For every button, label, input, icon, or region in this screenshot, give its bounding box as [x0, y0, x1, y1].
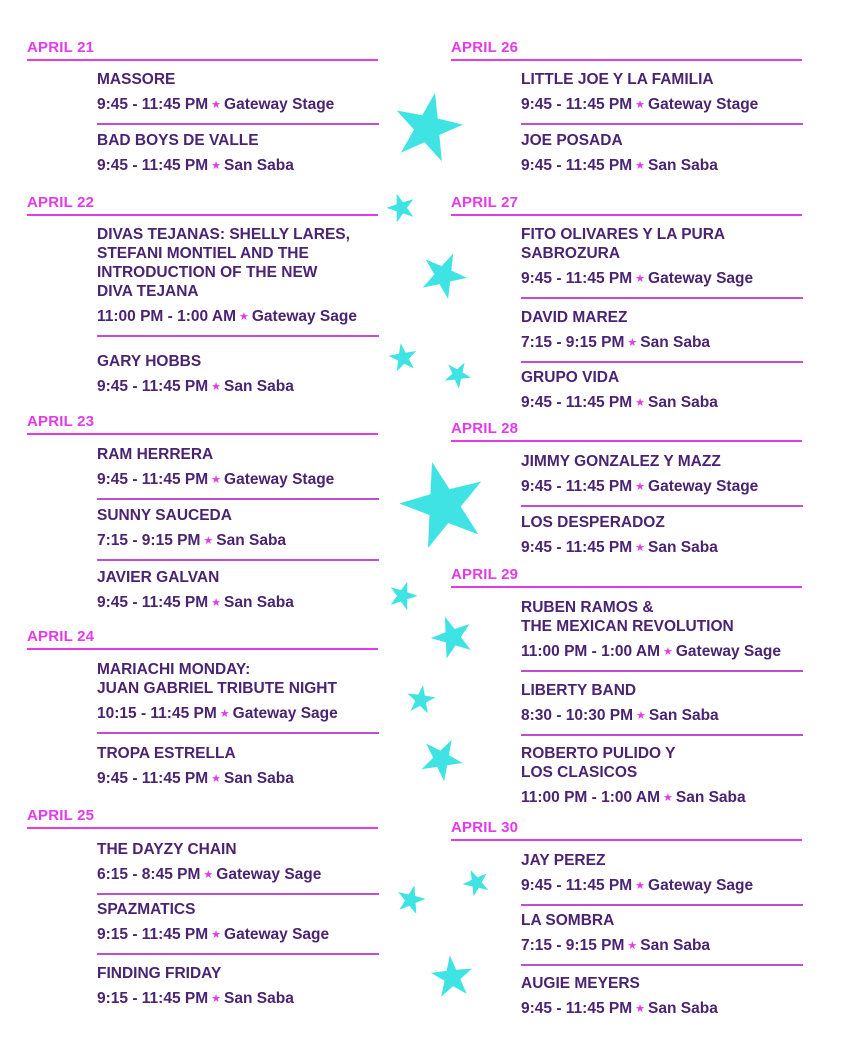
- event: [97, 506, 379, 561]
- date-divider: [27, 214, 378, 216]
- star-separator-icon: ★: [635, 397, 646, 409]
- event-divider: [97, 732, 379, 734]
- event-title: LIBERTY BAND: [521, 682, 637, 699]
- event-title: JAY PEREZ: [521, 852, 606, 869]
- event: [97, 445, 379, 500]
- event: [521, 513, 803, 559]
- event-time-line: [97, 156, 379, 177]
- event-venue: San Saba: [648, 707, 719, 724]
- event-time: 11:00 PM - 1:00 AM: [521, 643, 660, 660]
- event-time: 9:45 - 11:45 PM: [521, 96, 633, 113]
- event-time: 7:15 - 9:15 PM: [521, 334, 625, 351]
- event-title: DAVID MAREZ: [521, 309, 628, 326]
- date-header: [27, 809, 378, 829]
- event: [97, 568, 379, 614]
- event-venue: San Saba: [640, 334, 711, 351]
- left-column: [0, 0, 400, 1061]
- star-separator-icon: ★: [627, 940, 638, 952]
- event-divider: [97, 559, 379, 561]
- event-title: FITO OLIVARES Y LA PURA SABROZURA: [521, 226, 726, 262]
- date-label: APRIL 21: [27, 39, 95, 56]
- event-title: GRUPO VIDA: [521, 369, 620, 386]
- event-time-line: [97, 989, 379, 1010]
- event-venue: San Saba: [216, 532, 287, 549]
- event-time: 9:45 - 11:45 PM: [97, 770, 209, 787]
- date-header: [27, 41, 378, 61]
- date-header: [451, 568, 802, 588]
- event-time: 8:30 - 10:30 PM: [521, 707, 633, 724]
- star-separator-icon: ★: [219, 708, 230, 720]
- event-time-line: [521, 642, 803, 663]
- event-venue: San Saba: [224, 157, 294, 174]
- event-time: 7:15 - 9:15 PM: [521, 937, 625, 954]
- event-divider: [97, 498, 379, 500]
- event-divider: [521, 964, 803, 966]
- event-time: 9:45 - 11:45 PM: [521, 478, 633, 495]
- event-title: JOE POSADA: [521, 132, 623, 149]
- star-separator-icon: ★: [662, 646, 673, 658]
- event: [521, 744, 803, 809]
- date-label: APRIL 25: [27, 807, 95, 824]
- event-title: TROPA ESTRELLA: [97, 745, 236, 762]
- event: [97, 964, 379, 1010]
- star-separator-icon: ★: [203, 869, 214, 881]
- event: [97, 900, 379, 955]
- event-venue: Gateway Sage: [251, 308, 357, 325]
- event-divider: [521, 123, 803, 125]
- event-time: 9:45 - 11:45 PM: [97, 378, 209, 395]
- event-time-line: [521, 788, 803, 809]
- date-label: APRIL 27: [451, 194, 519, 211]
- event-venue: Gateway Sage: [224, 926, 330, 943]
- event-time: 9:45 - 11:45 PM: [521, 1000, 633, 1017]
- event-venue: Gateway Stage: [648, 96, 759, 113]
- event-time: 9:45 - 11:45 PM: [521, 394, 633, 411]
- event-divider: [521, 505, 803, 507]
- event-time-line: [521, 936, 803, 957]
- event-title: RUBEN RAMOS & THE MEXICAN REVOLUTION: [521, 599, 734, 635]
- event-venue: Gateway Sage: [648, 270, 754, 287]
- date-label: APRIL 23: [27, 413, 95, 430]
- event-venue: San Saba: [648, 394, 718, 411]
- event-time: 7:15 - 9:15 PM: [97, 532, 201, 549]
- date-label: APRIL 29: [451, 566, 519, 583]
- event-title: THE DAYZY CHAIN: [97, 841, 237, 858]
- event-time: 11:00 PM - 1:00 AM: [97, 308, 236, 325]
- star-separator-icon: ★: [211, 160, 222, 172]
- star-separator-icon: ★: [211, 773, 222, 785]
- event-venue: Gateway Stage: [224, 471, 335, 488]
- event-time-line: [97, 925, 379, 946]
- event-time-line: [97, 865, 379, 886]
- event-time: 9:15 - 11:45 PM: [97, 926, 209, 943]
- event-time: 9:15 - 11:45 PM: [97, 990, 209, 1007]
- event: [97, 352, 379, 398]
- event: [521, 452, 803, 507]
- event-time: 9:45 - 11:45 PM: [97, 471, 209, 488]
- event-time: 9:45 - 11:45 PM: [521, 539, 633, 556]
- date-divider: [27, 59, 378, 61]
- event-divider: [521, 734, 803, 736]
- event-venue: Gateway Sage: [232, 705, 338, 722]
- event-venue: San Saba: [675, 789, 746, 806]
- event-time-line: [97, 531, 379, 552]
- event-divider: [97, 893, 379, 895]
- event-title: GARY HOBBS: [97, 353, 202, 370]
- date-label: APRIL 26: [451, 39, 519, 56]
- event-venue: San Saba: [224, 594, 294, 611]
- event-time-line: [521, 333, 803, 354]
- star-separator-icon: ★: [635, 273, 646, 285]
- event: [521, 70, 803, 125]
- star-separator-icon: ★: [238, 311, 249, 323]
- event-time-line: [97, 307, 379, 328]
- star-separator-icon: ★: [211, 929, 222, 941]
- event: [97, 70, 379, 125]
- star-separator-icon: ★: [635, 481, 646, 493]
- event-time-line: [521, 269, 803, 290]
- event-divider: [97, 335, 379, 337]
- event-time: 9:45 - 11:45 PM: [521, 157, 633, 174]
- event-time-line: [521, 538, 803, 559]
- date-divider: [27, 433, 378, 435]
- star-separator-icon: ★: [635, 880, 646, 892]
- event-divider: [521, 297, 803, 299]
- event-title: RAM HERRERA: [97, 446, 214, 463]
- event: [521, 225, 803, 299]
- star-separator-icon: ★: [211, 381, 222, 393]
- date-header: [27, 630, 378, 650]
- star-separator-icon: ★: [635, 1003, 646, 1015]
- star-separator-icon: ★: [635, 99, 646, 111]
- date-header: [451, 41, 802, 61]
- event-title: LITTLE JOE Y LA FAMILIA: [521, 71, 714, 88]
- event-venue: San Saba: [224, 770, 294, 787]
- star-separator-icon: ★: [635, 160, 646, 172]
- date-divider: [451, 586, 802, 588]
- event-time-line: [97, 704, 379, 725]
- event-title: BAD BOYS DE VALLE: [97, 132, 259, 149]
- event: [521, 681, 803, 736]
- event-time: 11:00 PM - 1:00 AM: [521, 789, 660, 806]
- star-separator-icon: ★: [662, 792, 673, 804]
- date-header: [451, 821, 802, 841]
- event-title: FINDING FRIDAY: [97, 965, 222, 982]
- date-divider: [451, 59, 802, 61]
- event: [521, 911, 803, 966]
- event-divider: [97, 123, 379, 125]
- event-venue: Gateway Sage: [216, 866, 322, 883]
- event: [521, 974, 803, 1020]
- event-time-line: [97, 377, 379, 398]
- event-venue: Gateway Stage: [648, 478, 759, 495]
- date-divider: [27, 648, 378, 650]
- event: [97, 660, 379, 734]
- event-divider: [97, 953, 379, 955]
- event-time-line: [521, 393, 803, 414]
- event-venue: San Saba: [648, 1000, 718, 1017]
- event-title: JIMMY GONZALEZ Y MAZZ: [521, 453, 721, 470]
- event: [521, 368, 803, 414]
- event-divider: [521, 904, 803, 906]
- event-title: DIVAS TEJANAS: SHELLY LARES, STEFANI MONTIEL AND THE INTRODUCTION OF THE NEW DIVA TEJANA: [97, 226, 350, 300]
- star-separator-icon: ★: [636, 710, 646, 722]
- event-time-line: [97, 95, 379, 116]
- event-title: SPAZMATICS: [97, 901, 196, 918]
- date-label: APRIL 22: [27, 194, 95, 211]
- event-time-line: [521, 156, 803, 177]
- event-divider: [521, 670, 803, 672]
- event-time: 9:45 - 11:45 PM: [521, 877, 633, 894]
- date-divider: [27, 827, 378, 829]
- date-divider: [451, 839, 802, 841]
- event: [521, 598, 803, 672]
- star-separator-icon: ★: [635, 542, 646, 554]
- decorative-star-icon: [386, 340, 421, 375]
- event-title: AUGIE MEYERS: [521, 975, 640, 992]
- event: [521, 308, 803, 363]
- event-venue: Gateway Sage: [675, 643, 781, 660]
- date-header: [27, 415, 378, 435]
- event: [521, 851, 803, 906]
- date-header: [451, 422, 802, 442]
- event-time: 10:15 - 11:45 PM: [97, 705, 217, 722]
- event-time-line: [521, 477, 803, 498]
- decorative-star-icon: [385, 83, 470, 168]
- event-time-line: [521, 706, 803, 727]
- event-time-line: [97, 593, 379, 614]
- event: [97, 131, 379, 177]
- date-header: [451, 196, 802, 216]
- event: [97, 840, 379, 895]
- star-separator-icon: ★: [211, 993, 222, 1005]
- event: [97, 225, 379, 337]
- event-time: 9:45 - 11:45 PM: [97, 157, 209, 174]
- event-title: ROBERTO PULIDO Y LOS CLASICOS: [521, 745, 676, 781]
- star-separator-icon: ★: [211, 99, 222, 111]
- event-time: 9:45 - 11:45 PM: [97, 594, 209, 611]
- event-title: LOS DESPERADOZ: [521, 514, 665, 531]
- event-title: LA SOMBRA: [521, 912, 615, 929]
- event: [521, 131, 803, 177]
- event: [97, 744, 379, 790]
- date-label: APRIL 28: [451, 420, 519, 437]
- event-time: 9:45 - 11:45 PM: [97, 96, 209, 113]
- date-divider: [451, 214, 802, 216]
- event-time: 6:15 - 8:45 PM: [97, 866, 201, 883]
- event-time-line: [97, 769, 379, 790]
- star-separator-icon: ★: [211, 597, 222, 609]
- decorative-star-icon: [428, 952, 476, 1000]
- date-label: APRIL 30: [451, 819, 519, 836]
- star-separator-icon: ★: [211, 474, 222, 486]
- date-header: [27, 196, 378, 216]
- event-venue: San Saba: [224, 990, 294, 1007]
- event-venue: San Saba: [648, 539, 718, 556]
- event-venue: San Saba: [224, 378, 294, 395]
- event-title: SUNNY SAUCEDA: [97, 507, 232, 524]
- event-divider: [521, 361, 803, 363]
- event-time-line: [521, 876, 803, 897]
- event-time-line: [97, 470, 379, 491]
- date-label: APRIL 24: [27, 628, 95, 645]
- event-venue: San Saba: [640, 937, 711, 954]
- date-divider: [451, 440, 802, 442]
- event-venue: San Saba: [648, 157, 718, 174]
- event-time: 9:45 - 11:45 PM: [521, 270, 633, 287]
- decorative-star-icon: [404, 682, 438, 716]
- event-title: MASSORE: [97, 71, 176, 88]
- star-separator-icon: ★: [203, 535, 214, 547]
- event-title: MARIACHI MONDAY: JUAN GABRIEL TRIBUTE NIGHT: [97, 661, 337, 697]
- event-time-line: [521, 95, 803, 116]
- star-separator-icon: ★: [627, 337, 638, 349]
- event-venue: Gateway Sage: [648, 877, 754, 894]
- event-venue: Gateway Stage: [224, 96, 335, 113]
- event-time-line: [521, 999, 803, 1020]
- event-title: JAVIER GALVAN: [97, 569, 220, 586]
